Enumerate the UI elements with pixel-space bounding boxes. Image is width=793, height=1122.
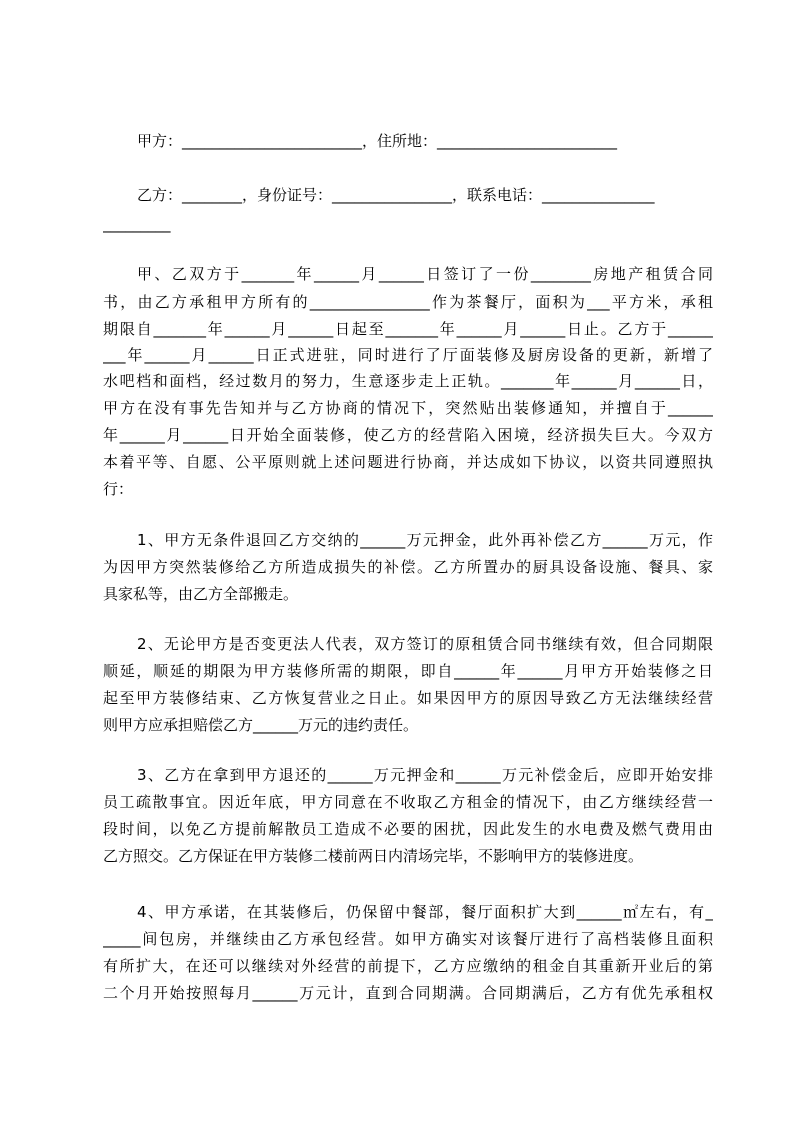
- paragraph-line: 行：: [103, 480, 134, 498]
- party-b-line-continued: _________: [103, 215, 171, 233]
- paragraph-line: 顺延，顺延的期限为甲方装修所需的期限，即自______年______月甲方开始装修之日: [103, 662, 713, 680]
- paragraph-line: 期限自_______年______月______日起至_______年______月______日止。乙方于______: [103, 320, 713, 338]
- paragraph-line: 1、甲方无条件退回乙方交纳的______万元押金，此外再补偿乙方______万元，作: [137, 531, 713, 549]
- paragraph-line: 起至甲方装修结束、乙方恢复营业之日止。如果因甲方的原因导致乙方无法继续经营: [103, 689, 713, 707]
- paragraph-line: 3、乙方在拿到甲方退还的______万元押金和______万元补偿金后，应即开始安排: [137, 766, 713, 784]
- paragraph-line: 二个月开始按照每月______万元计，直到合同期满。合同期满后，乙方有优先承租权: [103, 984, 713, 1002]
- paragraph-line: _____间包房，并继续由乙方承包经营。如甲方确实对该餐厅进行了高档装修且面积: [103, 930, 713, 948]
- paragraph-line: 甲、乙双方于_______年______月______日签订了一份________房地产租赁合同: [137, 265, 713, 283]
- paragraph-line: ___年______月______日正式进驻，同时进行了厅面装修及厨房设备的更新，新增了: [103, 346, 713, 364]
- paragraph-line: 4、甲方承诺，在其装修后，仍保留中餐部，餐厅面积扩大到______㎡左右，有_: [137, 903, 713, 921]
- paragraph-line: 具家私等，由乙方全部搬走。: [103, 585, 299, 603]
- paragraph-line: 段时间，以免乙方提前解散员工造成不必要的困扰，因此发生的水电费及燃气费用由: [103, 820, 713, 838]
- paragraph-line: 则甲方应承担赔偿乙方______万元的违约责任。: [103, 716, 419, 734]
- paragraph-line: 2、无论甲方是否变更法人代表，双方签订的原租赁合同书继续有效，但合同期限: [137, 635, 713, 653]
- paragraph-line: 本着平等、自愿、公平原则就上述问题进行协商，并达成如下协议，以资共同遵照执: [103, 453, 713, 471]
- paragraph-line: 员工疏散事宜。因近年底，甲方同意在不收取乙方租金的情况下，由乙方继续经营一: [103, 793, 713, 811]
- paragraph-line: 为因甲方突然装修给乙方所造成损失的补偿。乙方所置办的厨具设备设施、餐具、家: [103, 558, 713, 576]
- paragraph-line: 有所扩大，在还可以继续对外经营的前提下，乙方应缴纳的租金自其重新开业后的第: [103, 957, 713, 975]
- party-b-line: 乙方：________，身份证号：________________，联系电话：_______________: [137, 186, 655, 204]
- paragraph-line: 水吧档和面档，经过数月的努力，生意逐步走上正轨。_______年______月______日，: [103, 372, 713, 390]
- paragraph-line: 书，由乙方承租甲方所有的________________作为茶餐厅，面积为___平方米，承租: [103, 293, 713, 311]
- paragraph-line: 年______月______日开始全面装修，使乙方的经营陷入困境，经济损失巨大。今双方: [103, 426, 713, 444]
- paragraph-line: 乙方照交。乙方保证在甲方装修二楼前两日内清场完毕，不影响甲方的装修进度。: [103, 847, 644, 865]
- paragraph-line: 甲方在没有事先告知并与乙方协商的情况下，突然贴出装修通知，并擅自于______: [103, 399, 713, 417]
- party-a-line: 甲方：________________________，住所地：________________________: [137, 132, 618, 150]
